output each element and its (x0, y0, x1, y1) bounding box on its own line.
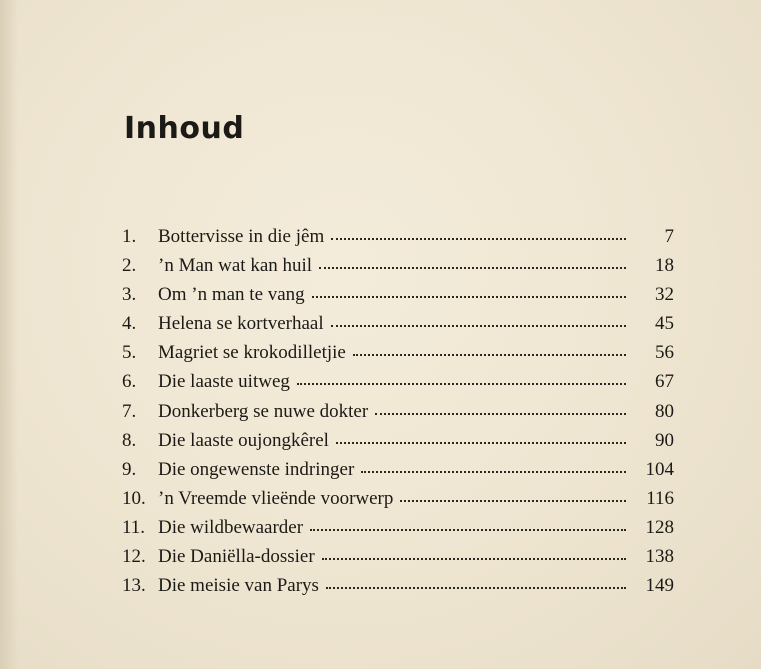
toc-entry-title: Om ’n man te vang (158, 284, 305, 306)
toc-entry-number: 12. (122, 546, 146, 568)
dot-leader (326, 586, 626, 589)
dot-leader (310, 528, 626, 531)
dot-leader (353, 353, 626, 356)
toc-entry-number: 11. (122, 516, 146, 538)
toc-entry (122, 546, 674, 575)
dot-leader (336, 441, 626, 444)
toc-entry (122, 226, 674, 255)
dot-leader (297, 382, 626, 385)
page-edge-shadow (0, 0, 18, 669)
toc-entry-number: 1. (122, 226, 137, 247)
toc-entry-number: 2. (122, 255, 137, 277)
page-title: Inhoud (124, 111, 245, 146)
dot-leader (319, 266, 626, 269)
toc-entry-number: 13. (122, 575, 146, 597)
toc-entry-page-number: 45 (655, 313, 674, 335)
toc-entry-page-number: 7 (664, 226, 674, 247)
toc-entry-title: Die wildbewaarder (158, 516, 304, 538)
toc-entry-title: ’n Man wat kan huil (158, 255, 313, 277)
table-of-contents (122, 226, 674, 604)
toc-entry-page-number: 56 (655, 342, 674, 364)
toc-entry-number: 6. (122, 371, 137, 393)
toc-entry-page-number: 67 (655, 371, 674, 393)
dot-leader (331, 237, 626, 240)
toc-entry-page-number: 138 (645, 546, 674, 568)
toc-entry-title: Die Daniëlla-dossier (158, 546, 315, 568)
toc-entry (122, 517, 674, 546)
dot-leader (331, 324, 626, 327)
toc-entry (122, 488, 674, 517)
toc-entry-page-number: 104 (645, 458, 674, 480)
toc-entry (122, 401, 674, 430)
toc-entry-title: Magriet se krokodilletjie (158, 342, 346, 364)
toc-entry (122, 575, 674, 604)
toc-entry-number: 10. (122, 487, 146, 509)
toc-entry-page-number: 116 (646, 487, 674, 509)
toc-entry-page-number: 128 (645, 516, 674, 538)
toc-entry (122, 371, 674, 400)
dot-leader (361, 470, 626, 473)
toc-entry-title: Die laaste oujongkêrel (158, 429, 329, 451)
toc-entry-title: Die ongewenste indringer (158, 458, 355, 480)
toc-entry (122, 342, 674, 371)
dot-leader (400, 499, 626, 502)
toc-entry-number: 5. (122, 342, 137, 364)
toc-entry-title: Die meisie van Parys (158, 575, 319, 597)
toc-entry-title: Donkerberg se nuwe dokter (158, 400, 369, 422)
toc-entry-number: 8. (122, 429, 137, 451)
toc-entry (122, 313, 674, 342)
toc-entry-page-number: 90 (655, 429, 674, 451)
toc-entry-title: Helena se kortverhaal (158, 313, 324, 335)
toc-entry (122, 459, 674, 488)
dot-leader (322, 557, 626, 560)
toc-entry-number: 3. (122, 284, 137, 306)
toc-entry-number: 9. (122, 458, 137, 480)
toc-entry-number: 7. (122, 400, 137, 422)
toc-entry (122, 255, 674, 284)
dot-leader (375, 412, 626, 415)
toc-entry-page-number: 80 (655, 400, 674, 422)
dot-leader (312, 295, 626, 298)
toc-entry-number: 4. (122, 313, 137, 335)
toc-entry-title: ’n Vreemde vlieënde voorwerp (158, 487, 394, 509)
toc-entry-page-number: 32 (655, 284, 674, 306)
toc-entry (122, 430, 674, 459)
toc-entry-page-number: 18 (655, 255, 674, 277)
toc-entry-title: Die laaste uitweg (158, 371, 290, 393)
toc-entry (122, 284, 674, 313)
toc-entry-page-number: 149 (645, 575, 674, 597)
toc-entry-title: Bottervisse in die jêm (158, 226, 325, 247)
